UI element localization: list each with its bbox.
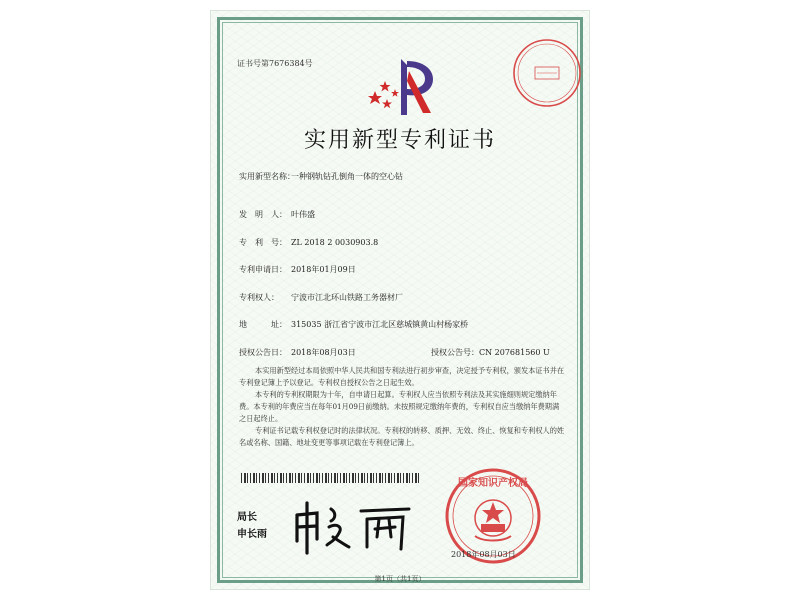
certificate-number: 证书号第7676384号 — [237, 59, 313, 68]
field-value: 2018年08月03日 — [291, 348, 356, 357]
field-application-date — [239, 264, 356, 275]
field-label: 发 明 人： — [239, 210, 287, 219]
agency-seal-icon — [511, 37, 583, 109]
field-label: 授权公告号： — [431, 348, 479, 357]
field-label: 专 利 号： — [239, 238, 287, 247]
field-label: 授权公告日： — [239, 348, 287, 357]
field-grant-number — [431, 347, 550, 358]
body-paragraph: 专利证书记载专利权登记时的法律状况。专利权的转移、质押、无效、终止、恢复和专利权人的姓名或名称、国籍、地址变更等事项记载在专利登记簿上。 — [239, 426, 565, 447]
field-value: 一种钢轨钻孔倒角一体的空心钻 — [291, 172, 403, 181]
certificate-title: 实用新型专利证书 — [303, 128, 496, 153]
barcode — [241, 473, 421, 483]
patent-certificate — [211, 11, 589, 589]
certificate-body — [239, 365, 565, 449]
page-indicator: 第1页（共1页） — [374, 575, 426, 583]
field-value: 叶伟盛 — [291, 210, 315, 219]
field-patent-number — [239, 237, 378, 248]
field-patentee — [239, 292, 403, 303]
svg-text:国家知识产权局: 国家知识产权局 — [458, 478, 528, 489]
field-label: 实用新型名称： — [239, 172, 295, 181]
field-label: 专利申请日： — [239, 265, 287, 274]
field-utility-model-name — [239, 171, 403, 182]
field-label: 专利权人： — [239, 293, 279, 302]
body-paragraph: 本实用新型经过本局依照中华人民共和国专利法进行初步审查，决定授予专利权，颁发本证书并在专利登记簿上予以登记。专利权自授权公告之日起生效。 — [239, 366, 565, 387]
field-value: 宁波市江北环山铁路工务器材厂 — [291, 293, 403, 302]
field-label: 地 址： — [239, 320, 287, 329]
field-value: ZL 2018 2 0030903.8 — [291, 238, 379, 247]
director-signature-icon — [291, 497, 421, 557]
body-paragraph: 本专利的专利权期限为十年，自申请日起算。专利权人应当依照专利法及其实施细则规定缴纳年费。本专利的年费应当在每年01月09日前缴纳。未按照规定缴纳年费的，专利权自应当缴纳年费期满之日起终止。 — [239, 390, 560, 423]
field-value: 2018年01月09日 — [291, 265, 356, 274]
field-inventor — [239, 209, 315, 220]
seal-date: 2018年08月03日 — [451, 550, 516, 559]
field-value: 315035 浙江省宁波市江北区慈城镇黄山村杨家桥 — [291, 320, 469, 329]
patent-office-logo-icon — [361, 51, 451, 123]
field-grant-date — [239, 347, 356, 358]
director-name: 申长雨 — [237, 529, 267, 540]
director-title: 局长 — [237, 512, 257, 523]
field-address — [239, 319, 468, 330]
field-value: CN 207681560 U — [479, 348, 550, 357]
